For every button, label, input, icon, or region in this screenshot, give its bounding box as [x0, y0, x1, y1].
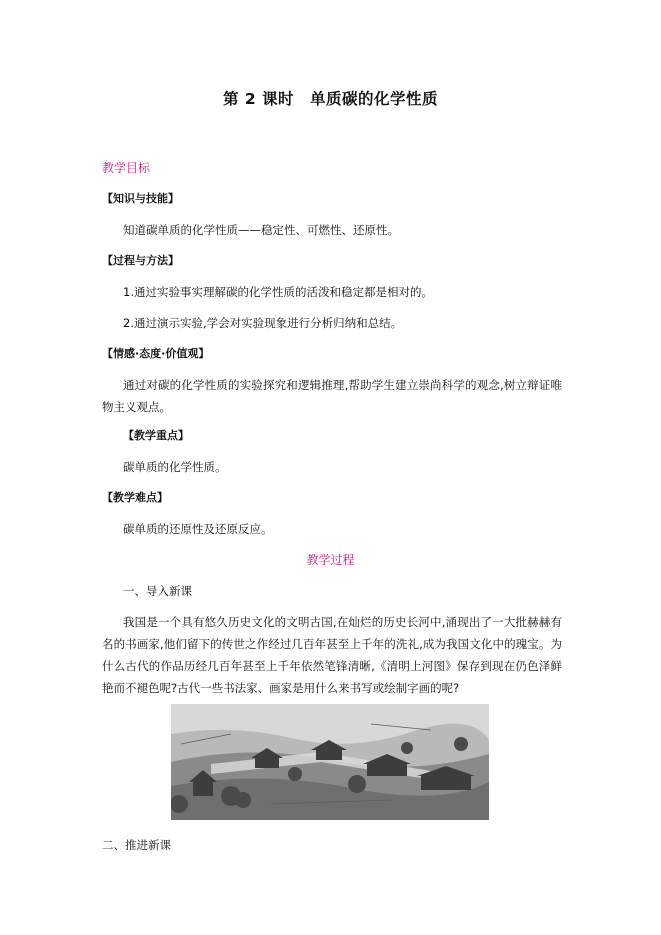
process-method-heading: 【过程与方法】	[102, 254, 179, 267]
difficulty-text: 碳单质的还原性及还原反应。	[123, 522, 273, 536]
section-1-heading: 一、导入新课	[123, 584, 192, 598]
painting-illustration	[171, 704, 489, 820]
key-point-text: 碳单质的化学性质。	[123, 460, 227, 474]
emotion-heading: 【情感·态度·价值观】	[102, 347, 210, 360]
key-point-heading: 【教学重点】	[123, 429, 189, 442]
process-method-item-2: 2.通过演示实验,学会对实验现象进行分析归纳和总结。	[123, 316, 403, 330]
qingming-painting-image	[171, 704, 489, 820]
knowledge-skills-text: 知道碳单质的化学性质——稳定性、可燃性、还原性。	[123, 223, 399, 237]
process-method-item-1: 1.通过实验事实理解碳的化学性质的活泼和稳定都是相对的。	[123, 285, 433, 299]
teaching-process-heading: 教学过程	[306, 553, 355, 567]
knowledge-skills-heading: 【知识与技能】	[102, 192, 179, 205]
emotion-text: 通过对碳的化学性质的实验探究和逻辑推理,帮助学生建立崇尚科学的观念,树立辩证唯物主义观点。	[102, 378, 562, 414]
difficulty-heading: 【教学难点】	[102, 491, 168, 504]
teaching-goals-heading: 教学目标	[102, 161, 151, 175]
intro-paragraph: 我国是一个具有悠久历史文化的文明古国,在灿烂的历史长河中,涌现出了一大批赫赫有名的书画家,他们留下的传世之作经过几百年甚至上千年的洗礼,成为我国文化中的瑰宝。为什么古代的作品历经几百年甚至上千年依然笔锋清晰,《清明上河图》保存到现在仍色泽鲜艳而不褪色呢?古代一些书法家、画家是用什么来书写或绘制字画的呢?	[102, 615, 562, 695]
section-2-heading: 二、推进新课	[102, 838, 171, 852]
page-title: 第 2 课时 单质碳的化学性质	[222, 90, 439, 108]
